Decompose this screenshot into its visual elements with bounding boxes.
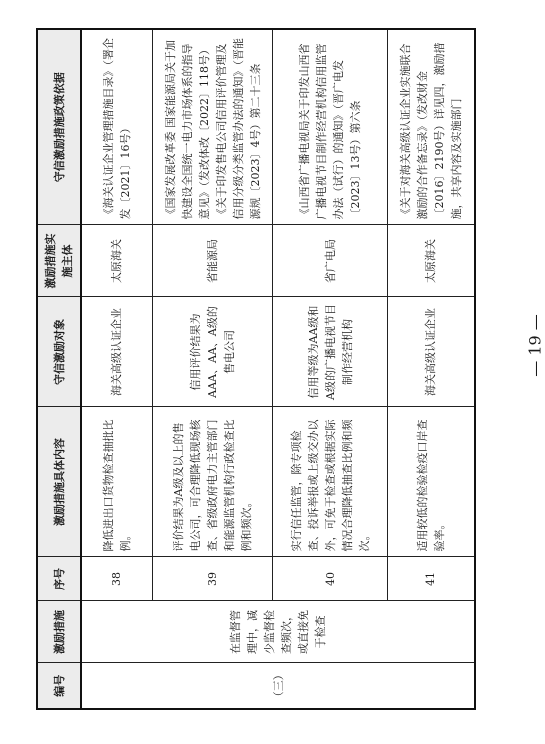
header-measure: 激励措施 (37, 601, 81, 663)
table-header-row (37, 29, 81, 709)
group-measure: 在监督管理中，减少监督检查频次，或直接免于检查 (81, 601, 475, 663)
header-content: 激励措施具体内容 (37, 407, 81, 557)
header-target: 守信激励对象 (37, 297, 81, 407)
row-agency: 省广电局 (273, 225, 387, 297)
row-seq: 39 (152, 557, 272, 601)
row-agency: 省能源局 (152, 225, 272, 297)
table-row (81, 29, 152, 709)
row-basis: 《国家发展改革委 国家能源局关于加快建设全国统一电力市场体系的指导意见》（发改体改〔2022〕118号）《关于印发售电公司信用评价管理及信用分级分类监管办法的通知》（晋能源规〔2023〕4号）第二十三条 (152, 29, 272, 225)
group-number: （三） (81, 663, 475, 709)
row-target: 信用等级为AA级和A级的广播电视节目制作经营机构 (273, 297, 387, 407)
row-target: 海关高级认证企业 (387, 297, 475, 407)
rotated-table-page (36, 30, 476, 710)
row-content: 实行信任监管，除专项检查、投诉举报或上级交办以外，可免于检查或根据实际情况合理降低抽查比例和频次。 (273, 407, 387, 557)
row-content: 评价结果为A级及以上的售电公司，可合理降低现场核查、省级政府电力主管部门和能源监管机构行政检查比例和频次。 (152, 407, 272, 557)
row-basis: 《海关认证企业管理措施目录》（署企发〔2021〕16号） (81, 29, 152, 225)
row-basis: 《山西省广播电视局关于印发山西省广播电视节目制作经营机构信用监管办法（试行）的通知》（晋广电发〔2023〕13号）第六条 (273, 29, 387, 225)
row-target: 信用评价结果为AAA、AA、A级的售电公司 (152, 297, 272, 407)
row-seq: 38 (81, 557, 152, 601)
header-number: 编号 (37, 663, 81, 709)
row-seq: 40 (273, 557, 387, 601)
row-agency: 太原海关 (387, 225, 475, 297)
incentive-measures-table (36, 28, 476, 710)
header-basis: 守信激励措施政策依据 (37, 29, 81, 225)
row-seq: 41 (387, 557, 475, 601)
header-agency: 激励措施实施主体 (37, 225, 81, 297)
row-target: 海关高级认证企业 (81, 297, 152, 407)
row-basis: 《关于对海关高级认证企业实施联合激励的合作备忘录》（发改财金〔2016〕2190号）详见四，激励措施，共享内容及实施部门 (387, 29, 475, 225)
header-seq: 序号 (37, 557, 81, 601)
row-content: 降低进出口货物检查抽批比例。 (81, 407, 152, 557)
row-content: 适用较低的检验检疫口岸查验率。 (387, 407, 475, 557)
page-number: — 19 — (525, 314, 545, 377)
row-agency: 太原海关 (81, 225, 152, 297)
